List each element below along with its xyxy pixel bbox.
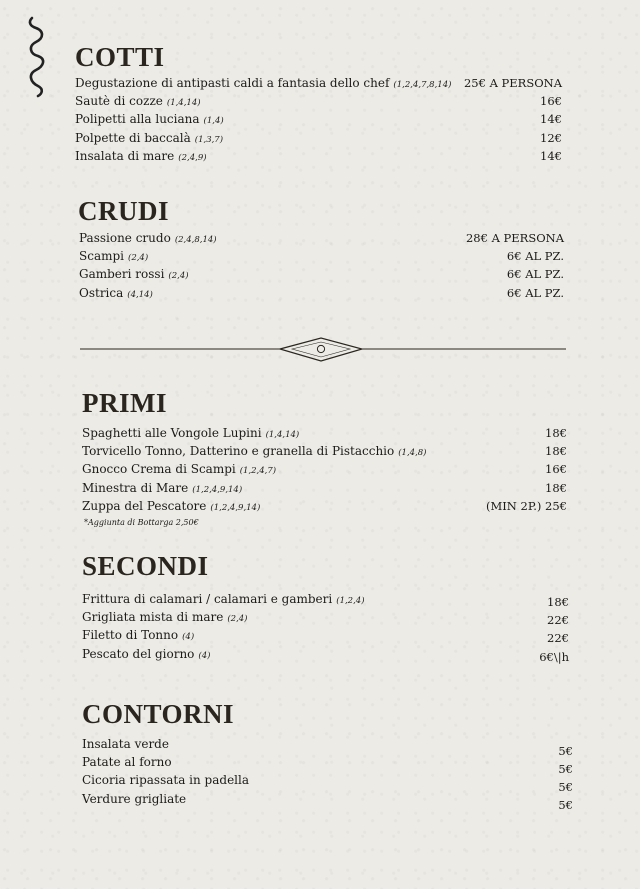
- menu-item: Filetto di Tonno (4) 22€: [82, 628, 569, 646]
- section-title-secondi: SECONDI: [82, 551, 209, 581]
- bottarga-note: *Aggiunta di Bottarga 2,50€: [84, 518, 199, 527]
- item-price: 5€: [558, 762, 573, 776]
- swirl-ornament-icon: [26, 16, 50, 98]
- menu-item: Patate al forno: [82, 755, 172, 770]
- menu-item: Degustazione di antipasti caldi a fantasia dello chef (1,2,4,7,8,14) 25€ A PERSONA: [75, 76, 562, 90]
- menu-item: Gnocco Crema di Scampi (1,2,4,7) 16€: [82, 462, 567, 477]
- menu-item: Scampi (2,4) 6€ AL PZ.: [79, 249, 564, 264]
- menu-item: Gamberi rossi (2,4) 6€ AL PZ.: [79, 267, 564, 282]
- menu-item: Sautè di cozze (1,4,14) 16€: [75, 94, 562, 109]
- menu-item: Frittura di calamari / calamari e gamberi (1,2,4) 18€: [82, 592, 569, 609]
- menu-item: Grigliata mista di mare (2,4) 22€: [82, 610, 569, 628]
- section-title-crudi: CRUDI: [78, 196, 170, 226]
- section-title-contorni: CONTORNI: [82, 699, 235, 729]
- menu-item: Verdure grigliate: [82, 791, 187, 806]
- menu-item: Ostrica (4,14) 6€ AL PZ.: [79, 285, 564, 300]
- menu-item: Insalata di mare (2,4,9) 14€: [75, 148, 562, 163]
- menu-item: Minestra di Mare (1,2,4,9,14) 18€: [82, 480, 567, 495]
- menu-item: Polipetti alla luciana (1,4) 14€: [75, 112, 562, 127]
- diamond-divider-icon: [80, 336, 566, 364]
- menu-item: Torvicello Tonno, Datterino e granella di Pistacchio (1,4,8) 18€: [82, 444, 567, 459]
- item-price: 5€: [558, 798, 573, 812]
- menu-item: Passione crudo (2,4,8,14) 28€ A PERSONA: [79, 231, 564, 245]
- section-title-cotti: COTTI: [75, 42, 165, 72]
- menu-item: Pescato del giorno (4) 6€\|h: [82, 646, 569, 664]
- menu-item: Polpette di baccalà (1,3,7) 12€: [75, 130, 562, 145]
- menu-item: Cicoria ripassata in padella: [82, 773, 250, 788]
- item-price: 5€: [558, 780, 573, 794]
- menu-item: Insalata verde: [82, 737, 169, 751]
- section-title-primi: PRIMI: [82, 388, 167, 418]
- item-price: 5€: [558, 744, 573, 758]
- menu-item: Spaghetti alle Vongole Lupini (1,4,14) 18€: [82, 426, 567, 440]
- menu-item: Zuppa del Pescatore (1,2,4,9,14) (MIN 2P.) 25€: [82, 498, 567, 513]
